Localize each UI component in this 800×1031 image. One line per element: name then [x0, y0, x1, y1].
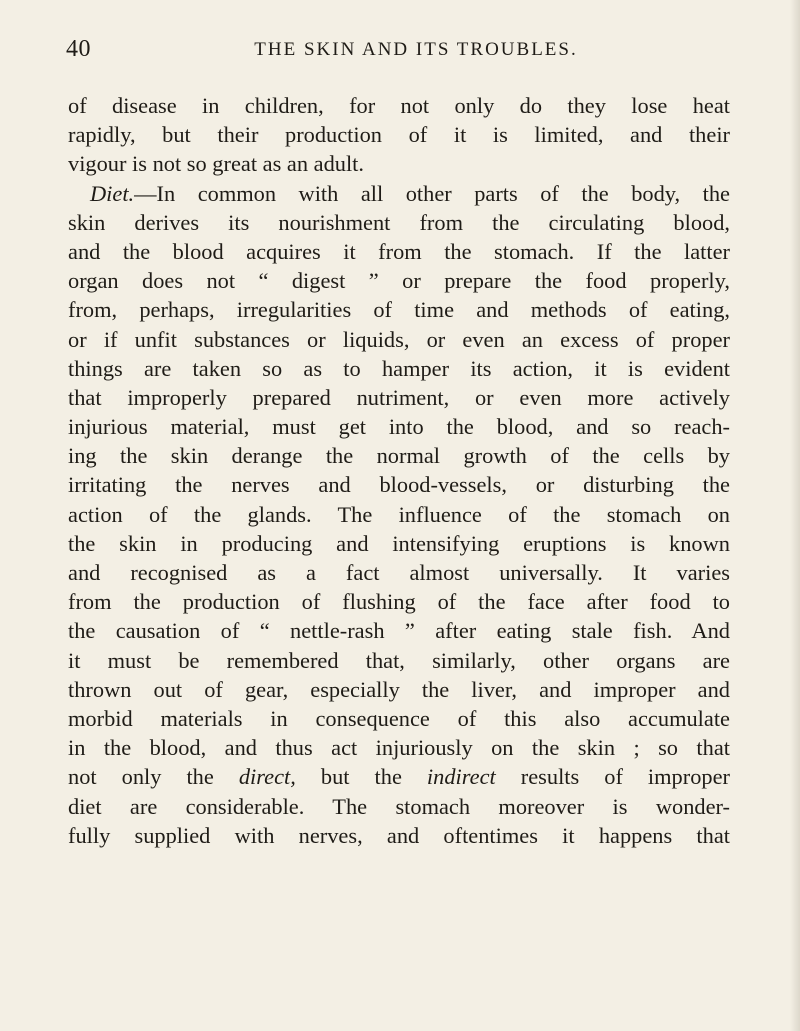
text-line: diet are considerable. The stomach moreover is wonder- — [68, 793, 730, 819]
text-line: from the production of flushing of the face after food to — [68, 589, 730, 615]
text-line: and the blood acquires it from the stomach. If the latter — [68, 238, 730, 264]
text-line: of disease in children, for not only do they lose heat — [68, 93, 730, 118]
text-line: or if unfit substances or liquids, or even an excess of proper — [68, 326, 730, 352]
text-line: irritating the nerves and blood-vessels, or disturbing the — [68, 472, 730, 498]
text-fragment: —In common with all other parts of the body, the — [134, 180, 730, 206]
text-line: that improperly prepared nutriment, or even more actively — [68, 384, 730, 410]
text-line: organ does not “ digest ” or prepare the food properly, — [68, 268, 730, 294]
emphasis-direct: direct, — [238, 764, 296, 790]
text-line: vigour is not so great as an adult. — [68, 151, 364, 177]
page-number: 40 — [66, 36, 91, 62]
text-line: ing the skin derange the normal growth of the cells by — [68, 443, 730, 469]
text-fragment: results of improper — [520, 764, 730, 790]
page-edge-shadow — [790, 0, 800, 1031]
text-line: in the blood, and thus act injuriously on the skin ; so that — [68, 735, 730, 761]
text-line: fully supplied with nerves, and oftentimes it happens that — [68, 822, 730, 848]
text-line — [68, 179, 730, 208]
text-fragment: not only the — [68, 764, 214, 790]
text-line: the causation of “ nettle-rash ” after eating stale fish. And — [68, 618, 730, 644]
section-heading-diet: Diet. — [90, 180, 135, 206]
text-line — [68, 762, 730, 791]
text-line: morbid materials in consequence of this also accumulate — [68, 705, 730, 731]
text-fragment: but the — [320, 764, 402, 790]
text-line: and recognised as a fact almost universally. It varies — [68, 560, 730, 585]
running-title: THE SKIN AND ITS TROUBLES. — [254, 39, 578, 60]
page-header — [66, 36, 736, 70]
text-line: it must be remembered that, similarly, other organs are — [68, 647, 730, 673]
text-line: rapidly, but their production of it is limited, and their — [68, 122, 730, 148]
text-line: things are taken so as to hamper its action, it is evident — [68, 355, 730, 381]
text-line: the skin in producing and intensifying eruptions is known — [68, 530, 730, 556]
emphasis-indirect: indirect — [426, 764, 496, 790]
text-line: action of the glands. The influence of the stomach on — [68, 501, 730, 527]
text-line: from, perhaps, irregularities of time and methods of eating, — [68, 297, 730, 323]
text-line: injurious material, must get into the blood, and so reach- — [68, 414, 730, 440]
text-line: skin derives its nourishment from the circulating blood, — [68, 209, 730, 235]
body-text — [68, 91, 730, 850]
text-line: thrown out of gear, especially the liver, and improper and — [68, 676, 730, 702]
